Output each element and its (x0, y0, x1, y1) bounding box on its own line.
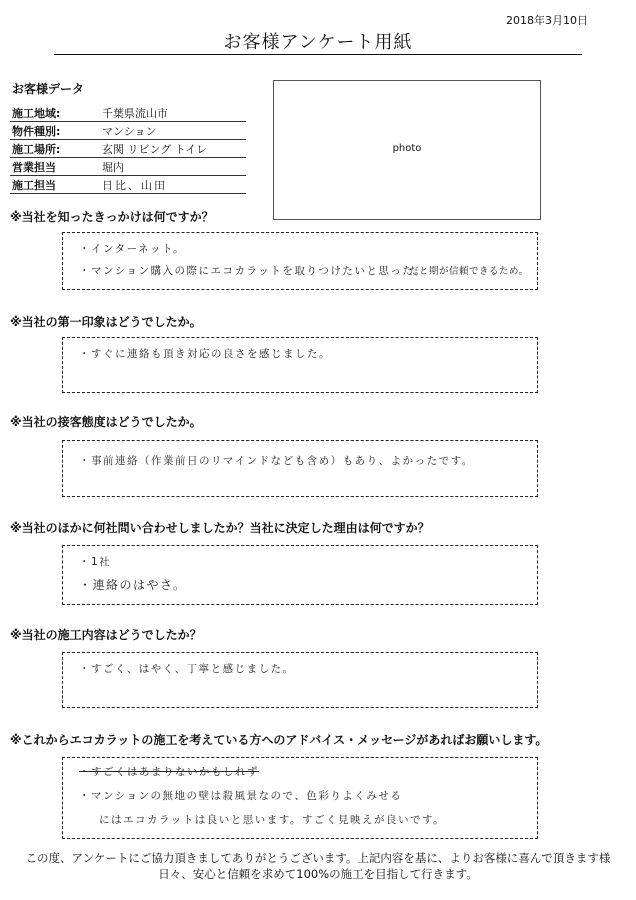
table-row (10, 140, 246, 158)
question-1: ※当社を知ったきっかけは何ですか？ (10, 210, 214, 224)
field-value: マンション (84, 122, 246, 140)
answer-line: ・連絡のはやさ。 (79, 578, 187, 592)
field-value: 千葉県流山市 (84, 104, 246, 122)
answer-box-5 (62, 652, 538, 708)
answer-line: にはエコカラットは良いと思います。すごく見映えが良いです。 (99, 814, 446, 826)
field-label: 施工地域: (10, 104, 84, 122)
question-5: ※当社の施工内容はどうでしたか？ (10, 628, 202, 642)
answer-box-1 (62, 232, 538, 290)
table-row (10, 104, 246, 122)
question-2: ※当社の第一印象はどうでしたか。 (10, 315, 202, 329)
answer-box-6 (62, 757, 538, 839)
photo-placeholder (273, 80, 541, 220)
answer-box-4 (62, 545, 538, 605)
closing-message (0, 850, 636, 882)
answer-line: ・1社 (79, 556, 112, 568)
survey-date: 2018年3月10日 (506, 14, 588, 27)
field-label: 施工場所: (10, 140, 84, 158)
closing-line-1: この度、アンケートにご協力頂きましてありがとうございます。上記内容を基に、よりお客様に喜んで頂きます様 (25, 851, 611, 865)
question-6: ※これからエコカラットの施工を考えている方へのアドバイス・メッセージがあればお願いします。 (10, 733, 548, 747)
closing-line-2: 日々、安心と信頼を求めて100%の施工を目指して行きます。 (158, 867, 478, 881)
answer-line: ・すごく、はやく、丁寧と感じました。 (79, 663, 295, 675)
question-3: ※当社の接客態度はどうでしたか。 (10, 415, 202, 429)
page-title: お客様アンケート用紙 (223, 32, 413, 53)
field-label: 物件種別: (10, 122, 84, 140)
field-value: 堀内 (84, 158, 246, 176)
answer-line: ・すぐに連絡も頂き対応の良さを感じました。 (79, 348, 331, 360)
table-row (10, 122, 246, 140)
photo-label: photo (392, 143, 422, 154)
question-4: ※当社のほかに何社問い合わせしましたか？当社に決定した理由は何ですか？ (10, 521, 430, 535)
answer-line: ・マンション購入の際にエコカラットを取りつけたいと思った。 (79, 265, 427, 277)
answer-line: ・事前連絡（作業前日のリマインドなども含め）もあり、よかったです。 (79, 455, 474, 467)
answer-box-2 (62, 337, 538, 393)
customer-data-heading: お客様データ (12, 82, 85, 96)
table-row (10, 158, 246, 176)
field-label: 施工担当 (10, 176, 84, 194)
answer-line: ・マンションの無地の壁は殺風景なので、色彩りよくみせる (79, 790, 403, 802)
field-value: 日比、山田 (84, 176, 246, 194)
field-value: 玄関 リビング トイレ (84, 140, 246, 158)
field-label: 営業担当 (10, 158, 84, 176)
answer-line-struck: ・すごくはあまりないかもしれず (79, 766, 259, 778)
customer-data-table (10, 104, 246, 194)
table-row (10, 176, 246, 194)
answer-box-3 (62, 440, 538, 497)
title-underline (54, 54, 582, 55)
answer-line: だと期が信頼できるため。 (409, 266, 529, 277)
answer-line: ・インターネット。 (79, 243, 186, 255)
